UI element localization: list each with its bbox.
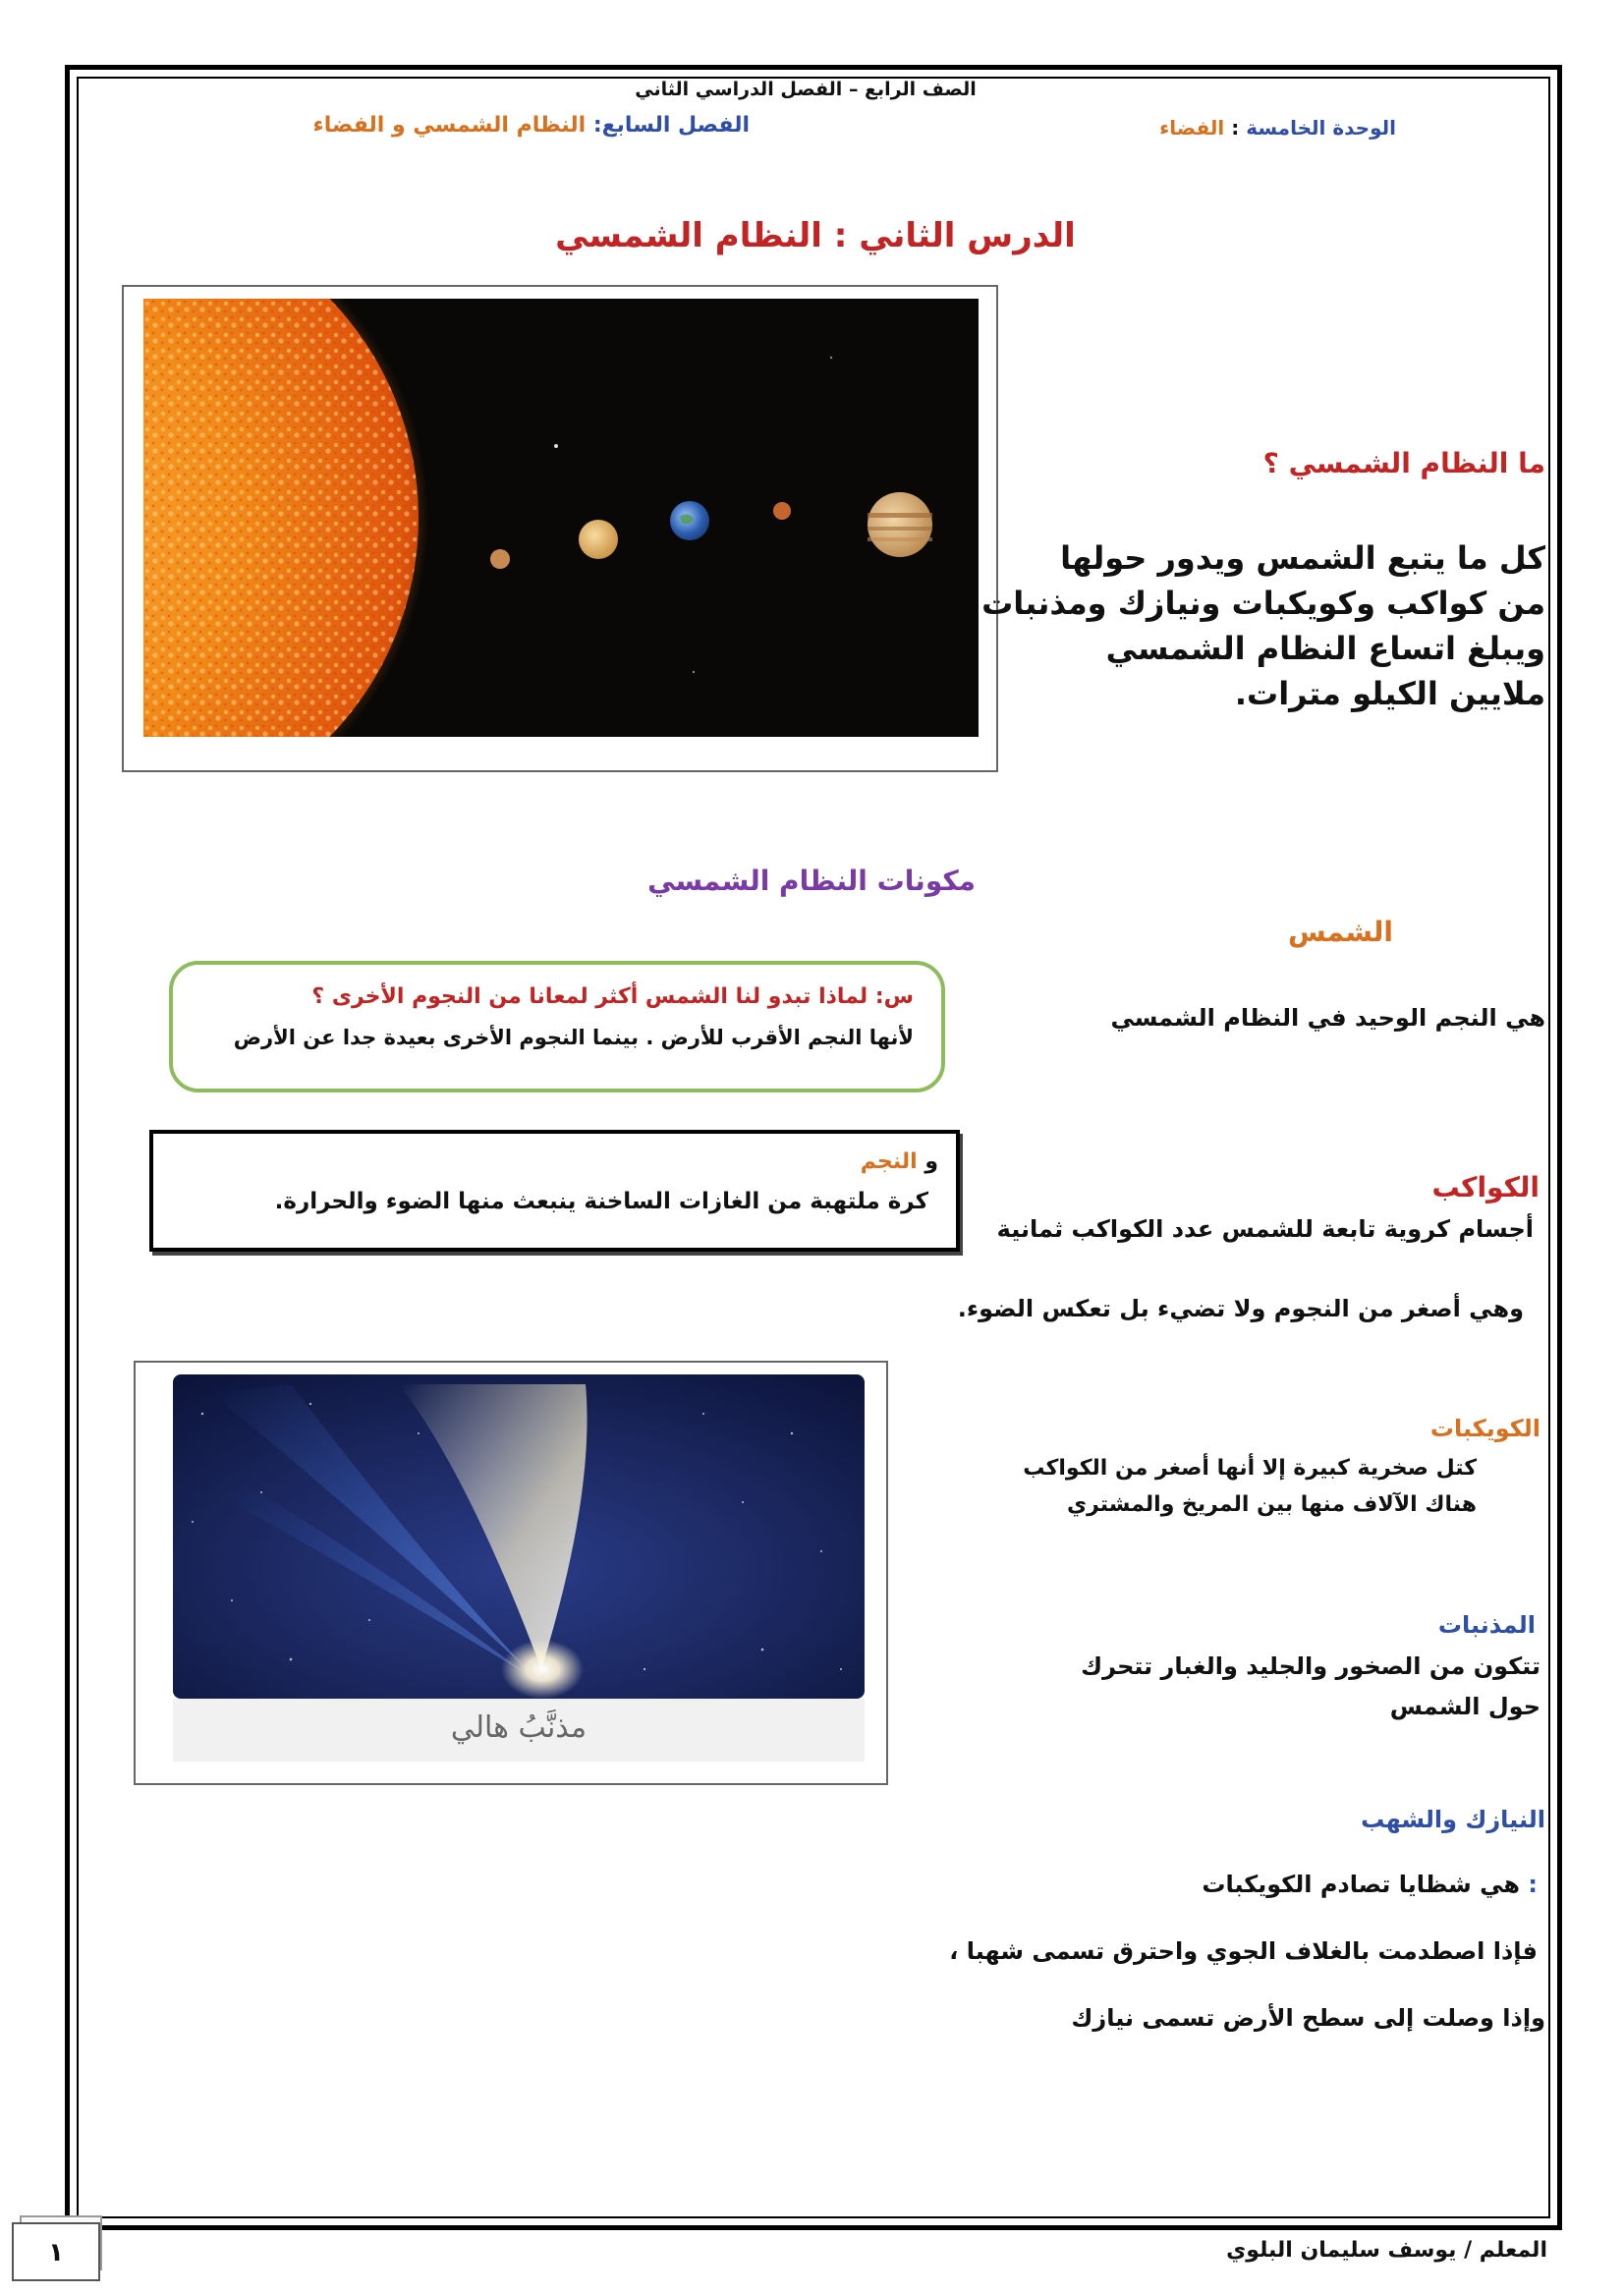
asteroids-heading: الكويكبات	[1429, 1415, 1540, 1442]
chapter-line	[313, 113, 750, 138]
sun-heading: الشمس	[1288, 916, 1393, 948]
page-number: ١	[12, 2222, 100, 2281]
comets-line-1: تتكون من الصخور والجليد والغبار تتحرك	[1081, 1652, 1540, 1680]
definition-line-3: ويبلغ اتساع النظام الشمسي	[1105, 630, 1545, 667]
solar-system-image	[143, 299, 979, 737]
planets-line-2: وهي أصغر من النجوم ولا تضيء بل تعكس الضوء.	[957, 1295, 1524, 1322]
comet-caption: مذنَّبُ هالي	[450, 1710, 588, 1745]
what-is-solar-system-question: ما النظام الشمسي ؟	[1262, 447, 1545, 479]
definition-line-2: من كواكب وكويكبات ونيازك ومذنبات	[981, 585, 1545, 622]
planets-line-1: أجسام كروية تابعة للشمس عدد الكواكب ثمانية	[996, 1215, 1534, 1243]
meteors-line-3: وإذا وصلت إلى سطح الأرض تسمى نيازك	[1071, 2004, 1545, 2032]
solar-system-image-frame	[122, 285, 998, 772]
unit-value: الفضاء	[1159, 116, 1225, 140]
star-prefix: و	[917, 1149, 938, 1174]
chapter-value: النظام الشمسي و الفضاء	[312, 113, 593, 138]
unit-separator: :	[1224, 116, 1247, 140]
meteors-line-1-text: هي شظايا تصادم الكويكبات	[1202, 1871, 1521, 1898]
teacher-name: المعلم / يوسف سليمان البلوي	[1226, 2238, 1547, 2263]
unit-label: الوحدة الخامسة	[1246, 116, 1396, 140]
lesson-title	[550, 216, 1081, 255]
meteors-heading: النيازك والشهب	[1361, 1806, 1545, 1833]
chapter-label: الفصل السابع:	[592, 113, 750, 138]
grade-term-label: الصف الرابع – الفصل الدراسي الثاني	[635, 79, 977, 100]
comet-image	[173, 1374, 865, 1699]
star-definition-box	[149, 1130, 960, 1252]
unit-line	[1159, 116, 1396, 140]
answer-text: لأنها النجم الأقرب للأرض . بينما النجوم الأخرى بعيدة جدا عن الأرض	[233, 1026, 914, 1049]
question-text: س: لماذا تبدو لنا الشمس أكثر لمعانا من النجوم الأخرى ؟	[311, 984, 914, 1009]
comet-image-frame	[134, 1361, 888, 1785]
sun-text: هي النجم الوحيد في النظام الشمسي	[1110, 1004, 1545, 1032]
star-heading: النجم	[860, 1149, 918, 1174]
meteors-colon: :	[1520, 1871, 1538, 1898]
planets-heading: الكواكب	[1431, 1171, 1540, 1203]
star-heading-line	[861, 1149, 938, 1174]
star-text: كرة ملتهبة من الغازات الساخنة ينبعث منها الضوء والحرارة.	[274, 1189, 928, 1214]
comets-line-2: حول الشمس	[1389, 1693, 1540, 1720]
definition-line-4: ملايين الكيلو مترات.	[1234, 675, 1545, 712]
lesson-title-right: النظام الشمسي	[555, 216, 822, 255]
definition-line-1: كل ما يتبع الشمس ويدور حولها	[1060, 539, 1545, 577]
question-box	[169, 961, 945, 1092]
meteors-line-2: فإذا اصطدمت بالغلاف الجوي واحترق تسمى شهبا ،	[949, 1937, 1538, 1965]
asteroids-line-1: كتل صخرية كبيرة إلا أنها أصغر من الكواكب	[1023, 1456, 1477, 1481]
lesson-title-sep: :	[821, 216, 860, 255]
asteroids-line-2: هناك الآلاف منها بين المريخ والمشتري	[1066, 1492, 1477, 1517]
meteors-line-1	[1202, 1871, 1538, 1898]
solar-system-definition	[981, 535, 1545, 716]
comets-heading: المذنبات	[1437, 1611, 1536, 1639]
lesson-title-left: الدرس الثاني	[859, 216, 1076, 255]
components-title: مكونات النظام الشمسي	[647, 865, 976, 897]
